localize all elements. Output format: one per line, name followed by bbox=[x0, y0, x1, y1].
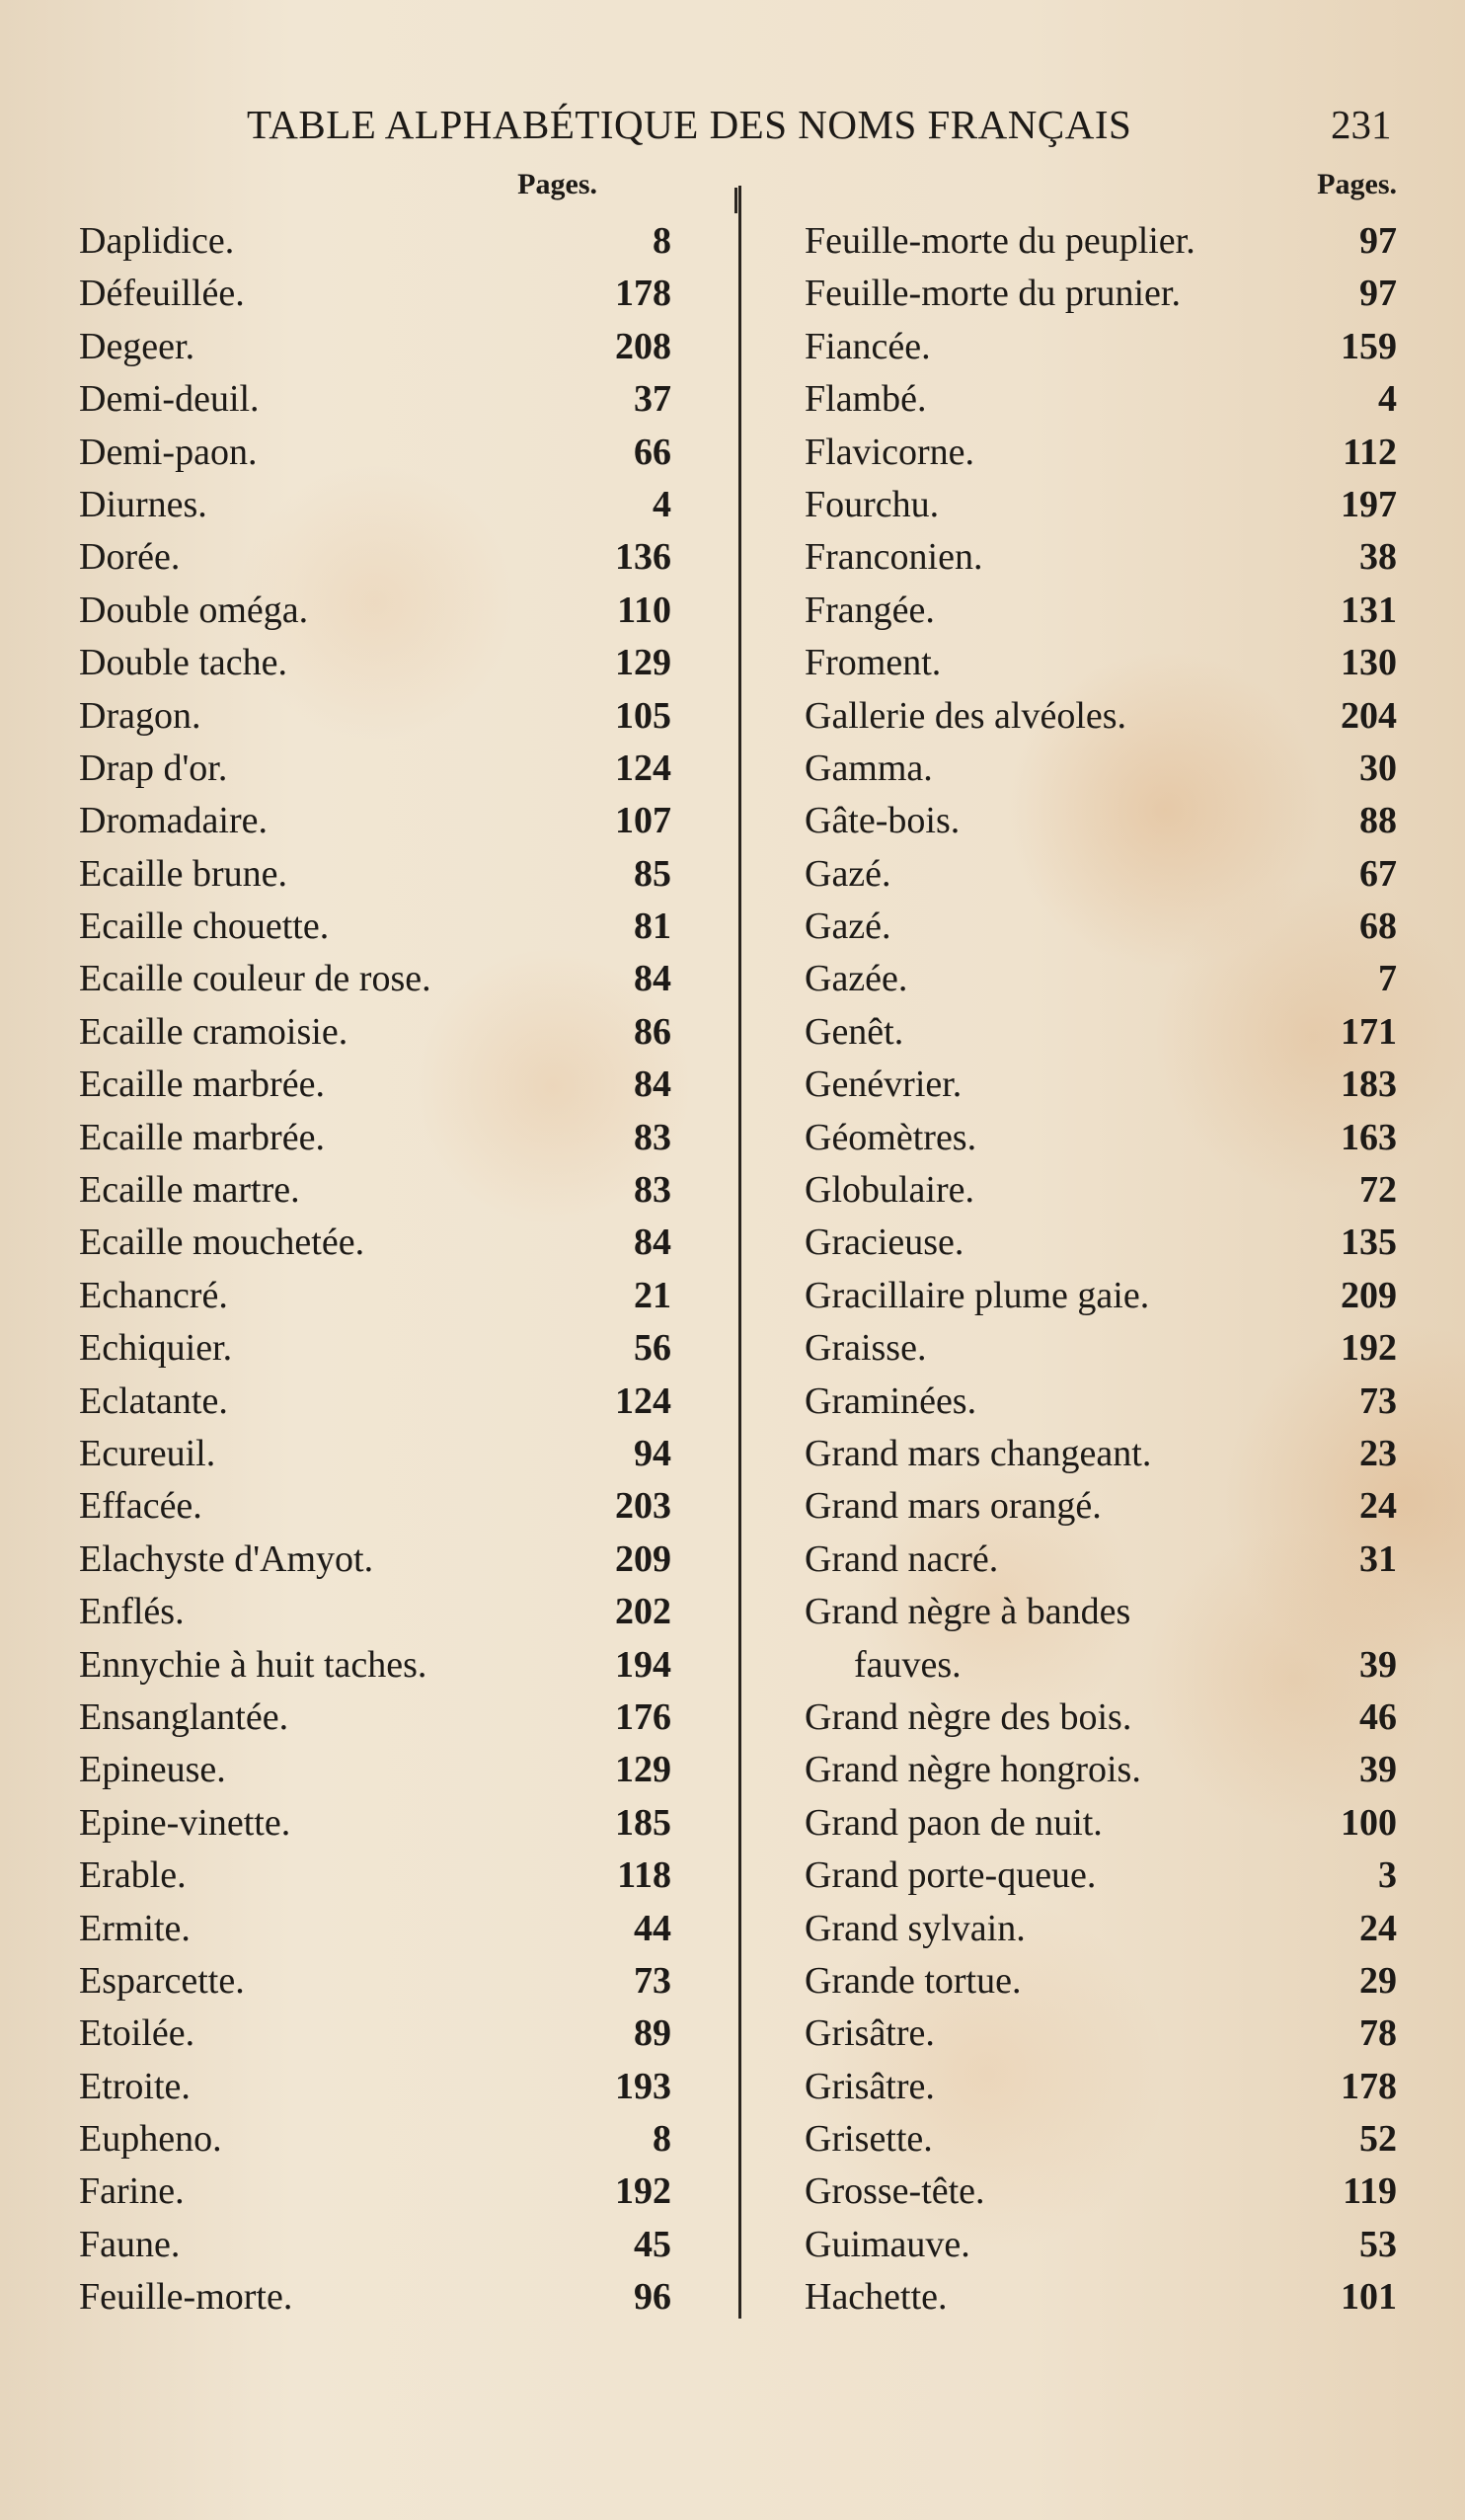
index-entry bbox=[805, 1692, 1397, 1744]
index-entry bbox=[805, 637, 1397, 689]
entry-page-number: 4 bbox=[1378, 378, 1397, 421]
entry-page-number: 86 bbox=[634, 1010, 671, 1053]
index-entry bbox=[805, 1744, 1397, 1796]
index-entry bbox=[805, 1164, 1397, 1217]
right-index-list bbox=[805, 215, 1397, 2324]
entry-page-number: 178 bbox=[1341, 2065, 1397, 2107]
entry-name: Grand nègre hongrois. bbox=[805, 1749, 1141, 1791]
index-entry bbox=[79, 373, 671, 426]
entry-name: Ecaille brune. bbox=[79, 852, 288, 895]
entry-page-number: 118 bbox=[617, 1854, 671, 1897]
entry-page-number: 97 bbox=[1359, 273, 1397, 315]
index-entry bbox=[805, 427, 1397, 479]
entry-name: Ecaille marbrée. bbox=[79, 1116, 325, 1158]
entry-page-number: 88 bbox=[1359, 800, 1397, 842]
entry-page-number: 83 bbox=[634, 1169, 671, 1212]
entry-name: Grand paon de nuit. bbox=[805, 1801, 1103, 1844]
entry-name: Ennychie à huit taches. bbox=[79, 1643, 427, 1686]
entry-name: Gracillaire plume gaie. bbox=[805, 1274, 1150, 1316]
index-entry bbox=[805, 1797, 1397, 1850]
index-entry bbox=[79, 585, 671, 637]
entry-page-number: 110 bbox=[617, 589, 671, 631]
entry-name: Ecaille chouette. bbox=[79, 906, 330, 948]
index-entry bbox=[805, 531, 1397, 584]
entry-name: Dromadaire. bbox=[79, 800, 268, 842]
index-entry bbox=[79, 1744, 671, 1796]
entry-name: Demi-deuil. bbox=[79, 378, 260, 421]
entry-name: Froment. bbox=[805, 642, 942, 684]
index-entry bbox=[79, 1112, 671, 1164]
entry-name: Grand mars orangé. bbox=[805, 1485, 1102, 1528]
index-entry bbox=[79, 1428, 671, 1480]
entry-page-number: 208 bbox=[615, 325, 671, 367]
index-entry bbox=[79, 1164, 671, 1217]
entry-page-number: 52 bbox=[1359, 2118, 1397, 2161]
entry-page-number: 37 bbox=[634, 378, 671, 421]
index-entry bbox=[79, 1797, 671, 1850]
entry-page-number: 72 bbox=[1359, 1169, 1397, 1212]
index-entry bbox=[805, 1534, 1397, 1586]
entry-page-number: 178 bbox=[615, 273, 671, 315]
entry-page-number: 202 bbox=[615, 1591, 671, 1633]
index-entry bbox=[79, 1006, 671, 1059]
index-entry bbox=[805, 373, 1397, 426]
index-entry bbox=[79, 215, 671, 268]
entry-name: Ensanglantée. bbox=[79, 1695, 289, 1738]
entry-page-number: 3 bbox=[1378, 1854, 1397, 1897]
entry-name: Ecaille mouchetée. bbox=[79, 1221, 365, 1264]
index-entry bbox=[79, 1903, 671, 1955]
entry-name: Eupheno. bbox=[79, 2118, 222, 2161]
index-entry bbox=[79, 743, 671, 795]
page-title: TABLE ALPHABÉTIQUE DES NOMS FRANÇAIS bbox=[247, 102, 1132, 147]
entry-name: Grand nègre des bois. bbox=[805, 1695, 1132, 1738]
index-entry bbox=[805, 2113, 1397, 2166]
index-entry bbox=[79, 795, 671, 847]
entry-name: Franconien. bbox=[805, 536, 983, 579]
entry-name: Dragon. bbox=[79, 694, 201, 737]
entry-page-number: 39 bbox=[1359, 1643, 1397, 1686]
entry-page-number: 84 bbox=[634, 958, 671, 1000]
index-entry bbox=[805, 479, 1397, 531]
entry-page-number: 100 bbox=[1341, 1801, 1397, 1844]
entry-page-number: 45 bbox=[634, 2223, 671, 2265]
entry-name: Faune. bbox=[79, 2223, 181, 2265]
index-entry bbox=[79, 690, 671, 743]
entry-page-number: 85 bbox=[634, 852, 671, 895]
entry-page-number: 7 bbox=[1378, 958, 1397, 1000]
entry-name: Ecaille cramoisie. bbox=[79, 1010, 348, 1053]
entry-name: Feuille-morte du prunier. bbox=[805, 273, 1181, 315]
entry-name: Fourchu. bbox=[805, 483, 940, 525]
entry-name: Globulaire. bbox=[805, 1169, 975, 1212]
entry-page-number: 46 bbox=[1359, 1695, 1397, 1738]
entry-page-number: 129 bbox=[615, 642, 671, 684]
index-entry bbox=[79, 2061, 671, 2113]
index-entry bbox=[79, 2219, 671, 2271]
entry-page-number: 30 bbox=[1359, 747, 1397, 789]
index-entry bbox=[805, 1322, 1397, 1375]
entry-page-number: 183 bbox=[1341, 1063, 1397, 1106]
index-entry bbox=[79, 1534, 671, 1586]
entry-name: Elachyste d'Amyot. bbox=[79, 1537, 374, 1580]
entry-page-number: 81 bbox=[634, 906, 671, 948]
index-entry bbox=[805, 2219, 1397, 2271]
entry-name: Erable. bbox=[79, 1854, 187, 1897]
entry-name: Fiancée. bbox=[805, 325, 931, 367]
entry-name: Graminées. bbox=[805, 1379, 977, 1422]
entry-page-number: 24 bbox=[1359, 1907, 1397, 1949]
entry-name: Grande tortue. bbox=[805, 1959, 1022, 2002]
entry-page-number: 131 bbox=[1341, 589, 1397, 631]
entry-page-number: 24 bbox=[1359, 1485, 1397, 1528]
entry-page-number: 21 bbox=[634, 1274, 671, 1316]
entry-page-number: 84 bbox=[634, 1221, 671, 1264]
entry-name: Grand mars changeant. bbox=[805, 1432, 1152, 1474]
entry-name: Feuille-morte. bbox=[79, 2276, 293, 2319]
entry-name: Ecaille couleur de rose. bbox=[79, 958, 431, 1000]
entry-page-number: 185 bbox=[615, 1801, 671, 1844]
right-index-column bbox=[805, 168, 1397, 2324]
entry-page-number: 171 bbox=[1341, 1010, 1397, 1053]
entry-name: Ecaille marbrée. bbox=[79, 1063, 325, 1106]
entry-page-number: 83 bbox=[634, 1116, 671, 1158]
entry-name: Dorée. bbox=[79, 536, 181, 579]
index-entry bbox=[805, 1480, 1397, 1533]
index-entry bbox=[79, 1322, 671, 1375]
index-entry bbox=[79, 953, 671, 1005]
entry-page-number: 107 bbox=[615, 800, 671, 842]
entry-name: Farine. bbox=[79, 2170, 185, 2213]
entry-name: Echiquier. bbox=[79, 1327, 233, 1370]
entry-name: Drap d'or. bbox=[79, 747, 228, 789]
entry-page-number: 209 bbox=[1341, 1274, 1397, 1316]
index-entry bbox=[79, 1850, 671, 1902]
index-entry bbox=[79, 1480, 671, 1533]
entry-page-number: 124 bbox=[615, 747, 671, 789]
entry-page-number: 53 bbox=[1359, 2223, 1397, 2265]
entry-name: Ecaille martre. bbox=[79, 1169, 300, 1212]
entry-page-number: 197 bbox=[1341, 483, 1397, 525]
entry-page-number: 203 bbox=[615, 1485, 671, 1528]
entry-name: Double tache. bbox=[79, 642, 288, 684]
index-entry bbox=[805, 2008, 1397, 2060]
index-entry bbox=[79, 1586, 671, 1638]
entry-name: Gazé. bbox=[805, 906, 891, 948]
index-entry bbox=[805, 215, 1397, 268]
entry-page-number: 73 bbox=[1359, 1379, 1397, 1422]
entry-page-number: 8 bbox=[653, 220, 671, 262]
entry-name: Diurnes. bbox=[79, 483, 207, 525]
entry-page-number: 23 bbox=[1359, 1432, 1397, 1474]
entry-name: Daplidice. bbox=[79, 220, 235, 262]
index-entry bbox=[805, 585, 1397, 637]
index-entry bbox=[805, 1217, 1397, 1269]
entry-page-number: 68 bbox=[1359, 906, 1397, 948]
entry-page-number: 163 bbox=[1341, 1116, 1397, 1158]
entry-name: Gâte-bois. bbox=[805, 800, 961, 842]
entry-name: Graisse. bbox=[805, 1327, 927, 1370]
entry-name: Genévrier. bbox=[805, 1063, 963, 1106]
entry-page-number: 176 bbox=[615, 1695, 671, 1738]
entry-page-number: 94 bbox=[634, 1432, 671, 1474]
entry-page-number: 84 bbox=[634, 1063, 671, 1106]
entry-page-number: 4 bbox=[653, 483, 671, 525]
entry-name: Ecureuil. bbox=[79, 1432, 216, 1474]
entry-page-number: 130 bbox=[1341, 642, 1397, 684]
entry-name: fauves. bbox=[854, 1643, 962, 1686]
entry-name: Esparcette. bbox=[79, 1959, 245, 2002]
entry-page-number: 136 bbox=[615, 536, 671, 579]
index-entry bbox=[79, 2166, 671, 2218]
index-entry bbox=[79, 637, 671, 689]
entry-page-number: 89 bbox=[634, 2012, 671, 2055]
index-entry bbox=[805, 2061, 1397, 2113]
index-entry bbox=[805, 1059, 1397, 1111]
index-entry bbox=[79, 2008, 671, 2060]
entry-name: Gamma. bbox=[805, 747, 933, 789]
index-entry bbox=[79, 1639, 671, 1692]
entry-page-number: 101 bbox=[1341, 2276, 1397, 2319]
entry-page-number: 159 bbox=[1341, 325, 1397, 367]
entry-page-number: 56 bbox=[634, 1327, 671, 1370]
entry-page-number: 8 bbox=[653, 2118, 671, 2161]
index-entry bbox=[79, 901, 671, 953]
entry-name: Gazée. bbox=[805, 958, 908, 1000]
entry-name: Enflés. bbox=[79, 1591, 185, 1633]
entry-page-number: 96 bbox=[634, 2276, 671, 2319]
index-entry bbox=[79, 1270, 671, 1322]
entry-name: Gazé. bbox=[805, 852, 891, 895]
index-entry bbox=[805, 1112, 1397, 1164]
entry-name: Grand nacré. bbox=[805, 1537, 999, 1580]
index-entry bbox=[79, 1955, 671, 2008]
index-entry bbox=[805, 2166, 1397, 2218]
entry-page-number: 119 bbox=[1343, 2170, 1397, 2213]
entry-page-number: 129 bbox=[615, 1749, 671, 1791]
entry-page-number: 194 bbox=[615, 1643, 671, 1686]
entry-page-number: 209 bbox=[615, 1537, 671, 1580]
entry-page-number: 124 bbox=[615, 1379, 671, 1422]
index-entry bbox=[79, 1059, 671, 1111]
entry-name: Gallerie des alvéoles. bbox=[805, 694, 1127, 737]
entry-page-number: 135 bbox=[1341, 1221, 1397, 1264]
index-entry bbox=[805, 1955, 1397, 2008]
entry-page-number: 44 bbox=[634, 1907, 671, 1949]
entry-page-number: 204 bbox=[1341, 694, 1397, 737]
entry-page-number: 66 bbox=[634, 431, 671, 473]
entry-page-number: 193 bbox=[615, 2065, 671, 2107]
entry-name: Epineuse. bbox=[79, 1749, 226, 1791]
left-index-list bbox=[79, 215, 671, 2324]
entry-name: Grisâtre. bbox=[805, 2012, 935, 2055]
entry-name: Grisâtre. bbox=[805, 2065, 935, 2107]
entry-page-number: 97 bbox=[1359, 220, 1397, 262]
index-entry bbox=[805, 1639, 1397, 1692]
column-divider-tick bbox=[734, 188, 737, 213]
entry-name: Grand nègre à bandes bbox=[805, 1591, 1131, 1633]
entry-page-number: 73 bbox=[634, 1959, 671, 2002]
entry-name: Flambé. bbox=[805, 378, 927, 421]
index-entry bbox=[805, 268, 1397, 320]
index-entry bbox=[805, 848, 1397, 901]
index-entry bbox=[79, 268, 671, 320]
pages-column-label: Pages. bbox=[1317, 168, 1397, 200]
entry-name: Gracieuse. bbox=[805, 1221, 964, 1264]
page-header bbox=[0, 101, 1465, 160]
index-entry bbox=[79, 2271, 671, 2323]
index-entry bbox=[805, 2271, 1397, 2323]
index-entry bbox=[79, 848, 671, 901]
entry-name: Demi-paon. bbox=[79, 431, 258, 473]
entry-name: Eclatante. bbox=[79, 1379, 228, 1422]
entry-name: Ermite. bbox=[79, 1907, 191, 1949]
entry-page-number: 38 bbox=[1359, 536, 1397, 579]
entry-name: Grand porte-queue. bbox=[805, 1854, 1097, 1897]
index-entry bbox=[79, 1217, 671, 1269]
index-entry bbox=[805, 795, 1397, 847]
index-entry bbox=[805, 901, 1397, 953]
index-entry bbox=[79, 1376, 671, 1428]
index-entry bbox=[805, 1376, 1397, 1428]
pages-column-label: Pages. bbox=[517, 168, 597, 200]
index-entry bbox=[79, 1692, 671, 1744]
entry-page-number: 67 bbox=[1359, 852, 1397, 895]
entry-name: Géomètres. bbox=[805, 1116, 977, 1158]
index-entry bbox=[805, 1006, 1397, 1059]
left-index-column bbox=[79, 168, 671, 2324]
index-entry bbox=[805, 1850, 1397, 1902]
entry-name: Frangée. bbox=[805, 589, 935, 631]
index-entry bbox=[805, 321, 1397, 373]
entry-name: Guimauve. bbox=[805, 2223, 970, 2265]
entry-name: Flavicorne. bbox=[805, 431, 975, 473]
entry-page-number: 31 bbox=[1359, 1537, 1397, 1580]
index-entry bbox=[79, 2113, 671, 2166]
entry-name: Grosse-tête. bbox=[805, 2170, 985, 2213]
index-entry bbox=[79, 479, 671, 531]
entry-page-number: 112 bbox=[1343, 431, 1397, 473]
entry-name: Effacée. bbox=[79, 1485, 202, 1528]
entry-page-number: 105 bbox=[615, 694, 671, 737]
entry-page-number: 29 bbox=[1359, 1959, 1397, 2002]
entry-name: Echancré. bbox=[79, 1274, 228, 1316]
index-entry bbox=[805, 953, 1397, 1005]
page-number: 231 bbox=[1331, 102, 1392, 147]
entry-name: Grand sylvain. bbox=[805, 1907, 1026, 1949]
index-entry bbox=[805, 1270, 1397, 1322]
index-entry bbox=[79, 321, 671, 373]
index-entry bbox=[805, 1903, 1397, 1955]
entry-page-number: 78 bbox=[1359, 2012, 1397, 2055]
entry-name: Etroite. bbox=[79, 2065, 191, 2107]
entry-page-number: 39 bbox=[1359, 1749, 1397, 1791]
column-divider bbox=[738, 186, 741, 2319]
entry-page-number: 192 bbox=[615, 2170, 671, 2213]
entry-name: Hachette. bbox=[805, 2276, 948, 2319]
entry-name: Double oméga. bbox=[79, 589, 309, 631]
entry-page-number: 192 bbox=[1341, 1327, 1397, 1370]
entry-name: Feuille-morte du peuplier. bbox=[805, 220, 1195, 262]
index-entry bbox=[805, 1586, 1397, 1638]
entry-name: Epine-vinette. bbox=[79, 1801, 291, 1844]
entry-name: Défeuillée. bbox=[79, 273, 245, 315]
entry-name: Degeer. bbox=[79, 325, 195, 367]
entry-name: Genêt. bbox=[805, 1010, 904, 1053]
entry-name: Grisette. bbox=[805, 2118, 933, 2161]
index-entry bbox=[79, 427, 671, 479]
index-entry bbox=[79, 531, 671, 584]
index-entry bbox=[805, 743, 1397, 795]
index-entry bbox=[805, 1428, 1397, 1480]
index-entry bbox=[805, 690, 1397, 743]
entry-name: Etoilée. bbox=[79, 2012, 195, 2055]
